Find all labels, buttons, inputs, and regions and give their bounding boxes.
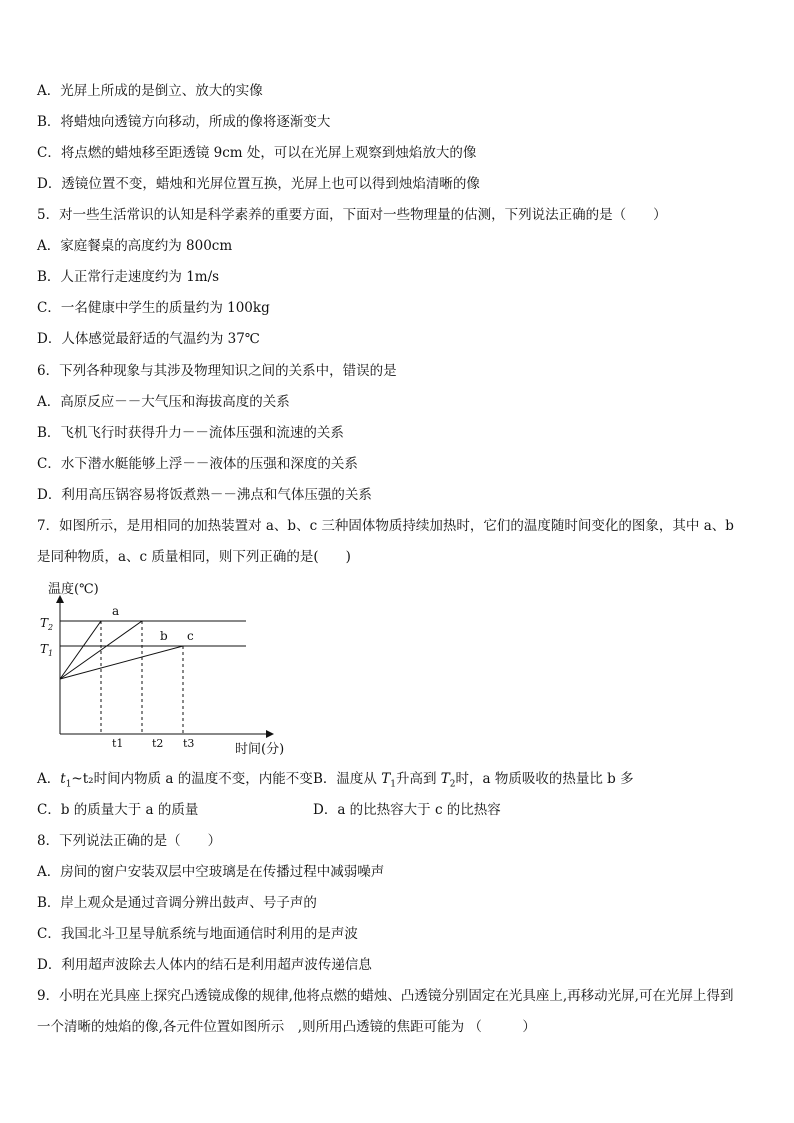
series-label-c: c — [187, 629, 194, 643]
q6-option-d: D．利用高压锅容易将饭煮熟－－沸点和气体压强的关系 — [37, 487, 372, 503]
q6-option-b: B．飞机飞行时获得升力－－流体压强和流速的关系 — [37, 425, 344, 441]
x-tick-t3: t3 — [183, 737, 195, 750]
q5-option-a: A．家庭餐桌的高度约为 800cm — [37, 238, 233, 254]
q5-stem: 5．对一些生活常识的认知是科学素养的重要方面，下面对一些物理量的估测，下列说法正确的是（ ） — [37, 207, 667, 223]
q5-option-c: C．一名健康中学生的质量约为 100kg — [37, 300, 270, 316]
q9-stem-line2: 一个清晰的烛焰的像,各元件位置如图所示 ,则所用凸透镜的焦距可能为 （ ） — [37, 1019, 536, 1035]
q4-option-a: A．光屏上所成的是倒立、放大的实像 — [37, 83, 263, 99]
q5-option-b: B．人正常行走速度约为 1m/s — [37, 269, 220, 285]
y-tick-t1: $T_1$ — [40, 642, 54, 658]
series-line-c — [60, 646, 224, 679]
x-tick-t1: t1 — [112, 737, 124, 750]
q4-option-d: D．透镜位置不变，蜡烛和光屏位置互换，光屏上也可以得到烛焰清晰的像 — [37, 176, 480, 192]
q5-option-d: D．人体感觉最舒适的气温约为 37℃ — [37, 331, 260, 347]
q6-option-a: A．高原反应－－大气压和海拔高度的关系 — [37, 394, 290, 410]
q7-option-c: C．b 的质量大于 a 的质量 — [37, 802, 199, 818]
q8-option-d: D．利用超声波除去人体内的结石是利用超声波传递信息 — [37, 957, 372, 973]
q7-option-b: B．温度从 $T_1$升高到 $T_2$时，a 物质吸收的热量比 b 多 — [313, 771, 634, 790]
q4-option-c: C．将点燃的蜡烛移至距透镜 9cm 处，可以在光屏上观察到烛焰放大的像 — [37, 145, 477, 161]
x-axis-label: 时间(分) — [235, 742, 285, 757]
q7-stem-line2: 是同种物质，a、c 质量相同，则下列正确的是( ) — [37, 549, 351, 565]
q7-option-d: D．a 的比热容大于 c 的比热容 — [313, 802, 501, 818]
y-tick-t2: $T_2$ — [40, 616, 54, 632]
temperature-time-graph — [30, 577, 300, 757]
q8-option-b: B．岸上观众是通过音调分辨出鼓声、号子声的 — [37, 895, 317, 911]
q8-option-a: A．房间的窗户安装双层中空玻璃是在传播过程中减弱噪声 — [37, 864, 385, 880]
q9-stem-line1: 9．小明在光具座上探究凸透镜成像的规律,他将点燃的蜡烛、凸透镜分别固定在光具座上,再移动光屏,可在光屏上得到 — [37, 988, 734, 1004]
q8-option-c: C．我国北斗卫星导航系统与地面通信时利用的是声波 — [37, 926, 358, 942]
q6-option-c: C．水下潜水艇能够上浮－－液体的压强和深度的关系 — [37, 456, 358, 472]
series-label-a: a — [112, 604, 120, 618]
q7-option-a: A．$t_1\sim t_2$时间内物质 a 的温度不变，内能不变 — [37, 771, 313, 790]
q4-option-b: B．将蜡烛向透镜方向移动，所成的像将逐渐变大 — [37, 114, 331, 130]
q6-stem: 6．下列各种现象与其涉及物理知识之间的关系中，错误的是 — [37, 363, 397, 379]
q8-stem: 8．下列说法正确的是（ ） — [37, 833, 222, 849]
q7-stem-line1: 7．如图所示，是用相同的加热装置对 a、b、c 三种固体物质持续加热时，它们的温度随时间变化的图象，其中 a、b — [37, 518, 734, 534]
y-axis-label: 温度(℃) — [48, 582, 99, 597]
series-label-b: b — [160, 629, 168, 643]
x-tick-t2: t2 — [152, 737, 164, 750]
